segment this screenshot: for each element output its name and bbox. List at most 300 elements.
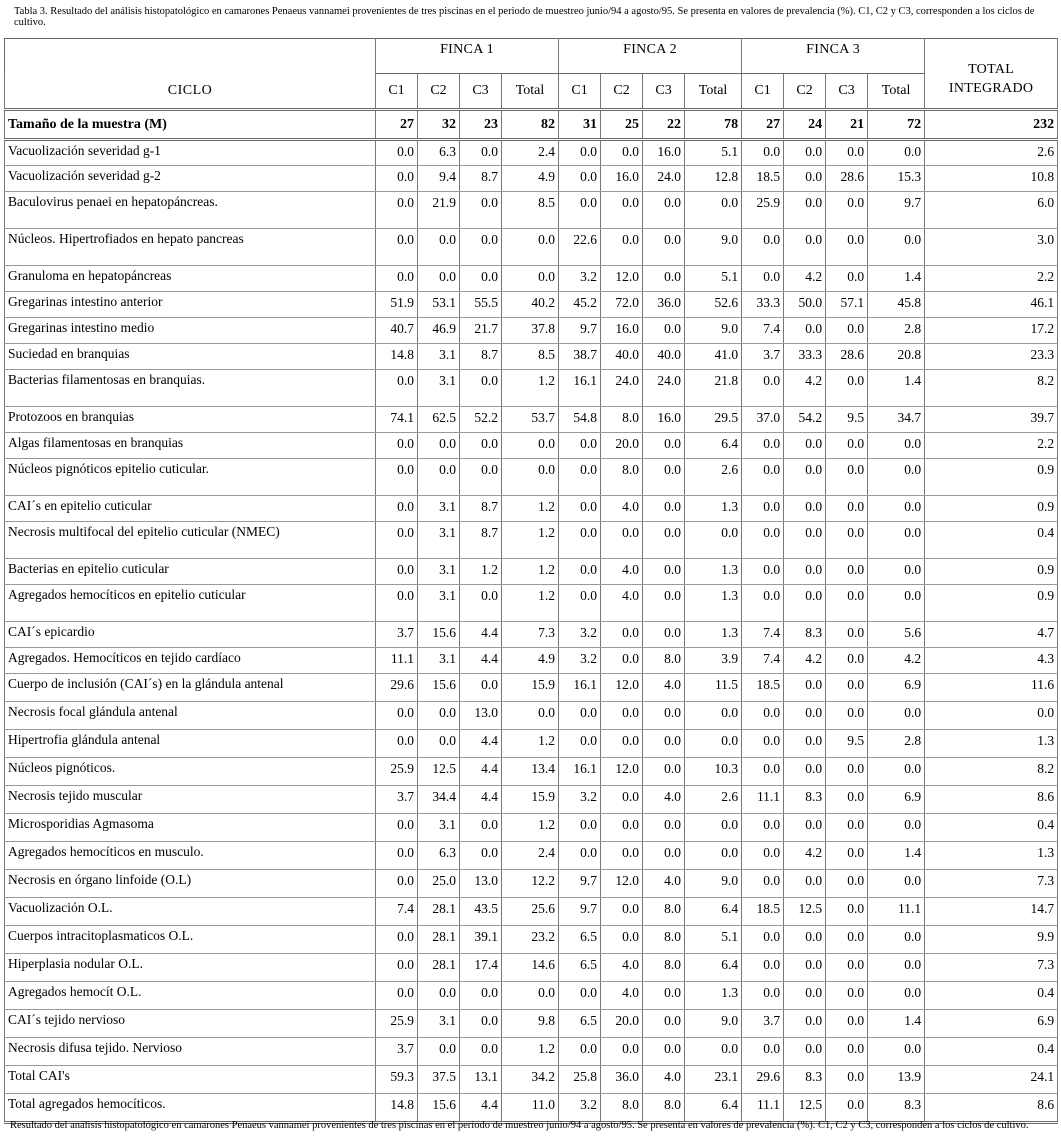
- prevalence-cell: 0.0: [868, 559, 925, 585]
- prevalence-cell: 0.0: [742, 140, 784, 166]
- subcol-header: C3: [826, 74, 868, 110]
- prevalence-cell: 0.0: [559, 496, 601, 522]
- prevalence-cell: 0.0: [418, 982, 460, 1010]
- prevalence-cell: 0.0: [376, 496, 418, 522]
- prevalence-cell: 8.6: [925, 786, 1058, 814]
- prevalence-cell: 3.1: [418, 1010, 460, 1038]
- prevalence-cell: 4.0: [601, 559, 643, 585]
- prevalence-cell: 55.5: [460, 292, 502, 318]
- prevalence-cell: 4.0: [601, 585, 643, 622]
- prevalence-cell: 0.0: [925, 702, 1058, 730]
- prevalence-cell: 36.0: [643, 292, 685, 318]
- prevalence-cell: 0.0: [742, 870, 784, 898]
- prevalence-cell: 1.4: [868, 370, 925, 407]
- prevalence-cell: 7.4: [742, 318, 784, 344]
- histopathology-table: [4, 38, 1058, 1124]
- prevalence-cell: 0.0: [376, 140, 418, 166]
- prevalence-cell: 0.0: [643, 814, 685, 842]
- prevalence-cell: 13.1: [460, 1066, 502, 1094]
- prevalence-cell: 8.3: [784, 622, 826, 648]
- prevalence-cell: 0.0: [376, 522, 418, 559]
- row-label: Necrosis tejido muscular: [5, 786, 376, 814]
- prevalence-cell: 23.1: [685, 1066, 742, 1094]
- prevalence-cell: 0.0: [742, 1038, 784, 1066]
- prevalence-cell: 0.0: [784, 229, 826, 266]
- prevalence-cell: 14.8: [376, 344, 418, 370]
- row-label: Suciedad en branquias: [5, 344, 376, 370]
- prevalence-cell: 11.0: [502, 1094, 559, 1123]
- prevalence-cell: 0.0: [601, 814, 643, 842]
- prevalence-cell: 0.0: [559, 1038, 601, 1066]
- prevalence-cell: 4.4: [460, 786, 502, 814]
- row-label: Cuerpos intracitoplasmaticos O.L.: [5, 926, 376, 954]
- prevalence-cell: 0.0: [784, 585, 826, 622]
- prevalence-cell: 21.7: [460, 318, 502, 344]
- total-integrado-header: [925, 39, 1058, 110]
- table-row: [5, 585, 1058, 622]
- prevalence-cell: 0.0: [784, 140, 826, 166]
- prevalence-cell: 4.7: [925, 622, 1058, 648]
- subcol-header: Total: [868, 74, 925, 110]
- table-row: [5, 370, 1058, 407]
- prevalence-cell: 0.0: [601, 786, 643, 814]
- prevalence-cell: 0.0: [418, 730, 460, 758]
- prevalence-cell: 0.0: [685, 192, 742, 229]
- total-integrado-line2: INTEGRADO: [948, 81, 1034, 96]
- prevalence-cell: 0.0: [643, 433, 685, 459]
- row-label: Necrosis difusa tejido. Nervioso: [5, 1038, 376, 1066]
- prevalence-cell: 17.2: [925, 318, 1058, 344]
- prevalence-cell: 0.0: [826, 433, 868, 459]
- prevalence-cell: 0.9: [925, 585, 1058, 622]
- prevalence-cell: 25.0: [418, 870, 460, 898]
- row-label: Vacuolización severidad g-1: [5, 140, 376, 166]
- prevalence-cell: 0.0: [559, 585, 601, 622]
- prevalence-cell: 7.4: [742, 622, 784, 648]
- prevalence-cell: 16.0: [601, 318, 643, 344]
- prevalence-cell: 0.0: [460, 370, 502, 407]
- prevalence-cell: 0.0: [460, 229, 502, 266]
- prevalence-cell: 9.4: [418, 166, 460, 192]
- prevalence-cell: 12.0: [601, 870, 643, 898]
- prevalence-cell: 0.0: [376, 433, 418, 459]
- prevalence-cell: 0.0: [376, 459, 418, 496]
- prevalence-cell: 12.0: [601, 674, 643, 702]
- prevalence-cell: 15.9: [502, 786, 559, 814]
- prevalence-cell: 0.0: [559, 982, 601, 1010]
- prevalence-cell: 0.0: [376, 266, 418, 292]
- prevalence-cell: 0.0: [742, 982, 784, 1010]
- prevalence-cell: 0.0: [826, 585, 868, 622]
- prevalence-cell: 0.0: [502, 266, 559, 292]
- prevalence-cell: 3.2: [559, 1094, 601, 1123]
- row-label: Cuerpo de inclusión (CAI´s) en la glándula antenal: [5, 674, 376, 702]
- prevalence-cell: 14.7: [925, 898, 1058, 926]
- prevalence-cell: 0.0: [643, 730, 685, 758]
- prevalence-cell: 12.5: [784, 1094, 826, 1123]
- prevalence-cell: 18.5: [742, 674, 784, 702]
- row-label: Necrosis en órgano linfoide (O.L): [5, 870, 376, 898]
- prevalence-cell: 8.5: [502, 344, 559, 370]
- prevalence-cell: 0.0: [643, 229, 685, 266]
- prevalence-cell: 0.0: [742, 954, 784, 982]
- prevalence-cell: 0.0: [601, 842, 643, 870]
- prevalence-cell: 1.3: [685, 982, 742, 1010]
- prevalence-cell: 0.0: [868, 982, 925, 1010]
- prevalence-cell: 0.0: [418, 229, 460, 266]
- prevalence-cell: 5.1: [685, 140, 742, 166]
- prevalence-cell: 14.6: [502, 954, 559, 982]
- prevalence-cell: 38.7: [559, 344, 601, 370]
- prevalence-cell: 2.2: [925, 266, 1058, 292]
- prevalence-cell: 0.0: [742, 559, 784, 585]
- table-row: [5, 1010, 1058, 1038]
- prevalence-cell: 0.0: [784, 559, 826, 585]
- sample-size-value: 72: [868, 110, 925, 140]
- prevalence-cell: 4.0: [601, 496, 643, 522]
- table-row: [5, 702, 1058, 730]
- prevalence-cell: 1.2: [502, 1038, 559, 1066]
- prevalence-cell: 0.0: [502, 982, 559, 1010]
- row-label: CAI´s epicardio: [5, 622, 376, 648]
- prevalence-cell: 0.0: [643, 982, 685, 1010]
- prevalence-cell: 25.8: [559, 1066, 601, 1094]
- prevalence-cell: 3.1: [418, 814, 460, 842]
- prevalence-cell: 34.7: [868, 407, 925, 433]
- prevalence-cell: 0.0: [826, 318, 868, 344]
- prevalence-cell: 24.0: [601, 370, 643, 407]
- row-label: Necrosis multifocal del epitelio cuticular (NMEC): [5, 522, 376, 559]
- prevalence-cell: 16.0: [643, 407, 685, 433]
- prevalence-cell: 0.0: [826, 140, 868, 166]
- prevalence-cell: 4.9: [502, 166, 559, 192]
- prevalence-cell: 15.6: [418, 1094, 460, 1123]
- prevalence-cell: 18.5: [742, 166, 784, 192]
- prevalence-cell: 8.0: [643, 898, 685, 926]
- row-label: Bacterias en epitelio cuticular: [5, 559, 376, 585]
- finca2-header: FINCA 2: [559, 39, 742, 74]
- prevalence-cell: 3.7: [742, 1010, 784, 1038]
- prevalence-cell: 0.0: [460, 140, 502, 166]
- prevalence-cell: 0.0: [868, 140, 925, 166]
- prevalence-cell: 16.0: [601, 166, 643, 192]
- prevalence-cell: 0.0: [643, 266, 685, 292]
- sample-size-value: 27: [742, 110, 784, 140]
- row-label: Núcleos pignóticos.: [5, 758, 376, 786]
- prevalence-cell: 0.0: [418, 702, 460, 730]
- prevalence-cell: 4.4: [460, 1094, 502, 1123]
- prevalence-cell: 52.6: [685, 292, 742, 318]
- prevalence-cell: 20.0: [601, 433, 643, 459]
- prevalence-cell: 0.0: [559, 459, 601, 496]
- prevalence-cell: 36.0: [601, 1066, 643, 1094]
- prevalence-cell: 1.3: [685, 622, 742, 648]
- prevalence-cell: 0.0: [601, 229, 643, 266]
- prevalence-cell: 9.7: [559, 870, 601, 898]
- table-row: [5, 559, 1058, 585]
- prevalence-cell: 0.0: [685, 1038, 742, 1066]
- prevalence-cell: 18.5: [742, 898, 784, 926]
- prevalence-cell: 25.9: [376, 1010, 418, 1038]
- prevalence-cell: 8.0: [643, 954, 685, 982]
- prevalence-cell: 0.0: [784, 870, 826, 898]
- prevalence-cell: 0.0: [742, 370, 784, 407]
- prevalence-cell: 4.4: [460, 622, 502, 648]
- prevalence-cell: 4.2: [784, 648, 826, 674]
- prevalence-cell: 43.5: [460, 898, 502, 926]
- prevalence-cell: 0.0: [742, 842, 784, 870]
- prevalence-cell: 4.2: [784, 266, 826, 292]
- row-label: Gregarinas intestino medio: [5, 318, 376, 344]
- prevalence-cell: 0.0: [868, 1038, 925, 1066]
- sample-size-value: 78: [685, 110, 742, 140]
- prevalence-cell: 0.0: [868, 459, 925, 496]
- prevalence-cell: 0.0: [742, 229, 784, 266]
- prevalence-cell: 0.0: [685, 702, 742, 730]
- prevalence-cell: 45.2: [559, 292, 601, 318]
- prevalence-cell: 11.1: [376, 648, 418, 674]
- prevalence-cell: 0.4: [925, 1038, 1058, 1066]
- prevalence-cell: 24.0: [643, 166, 685, 192]
- subcol-header: C1: [376, 74, 418, 110]
- prevalence-cell: 23.2: [502, 926, 559, 954]
- prevalence-cell: 5.6: [868, 622, 925, 648]
- row-label: Agregados hemocíticos en musculo.: [5, 842, 376, 870]
- prevalence-cell: 0.0: [868, 926, 925, 954]
- header-blank: [5, 39, 376, 74]
- prevalence-cell: 40.2: [502, 292, 559, 318]
- prevalence-cell: 4.4: [460, 758, 502, 786]
- prevalence-cell: 0.0: [742, 702, 784, 730]
- prevalence-cell: 0.0: [559, 433, 601, 459]
- prevalence-cell: 1.2: [502, 559, 559, 585]
- prevalence-cell: 0.0: [784, 1010, 826, 1038]
- prevalence-cell: 3.1: [418, 344, 460, 370]
- prevalence-cell: 0.0: [460, 459, 502, 496]
- subcol-header: C3: [460, 74, 502, 110]
- prevalence-cell: 0.0: [826, 1066, 868, 1094]
- table-row: [5, 192, 1058, 229]
- sample-size-value: 27: [376, 110, 418, 140]
- row-label: Necrosis focal glándula antenal: [5, 702, 376, 730]
- table-row: [5, 496, 1058, 522]
- prevalence-cell: 3.0: [925, 229, 1058, 266]
- prevalence-cell: 2.8: [868, 730, 925, 758]
- prevalence-cell: 16.1: [559, 370, 601, 407]
- prevalence-cell: 59.3: [376, 1066, 418, 1094]
- table-row: [5, 166, 1058, 192]
- prevalence-cell: 0.0: [784, 192, 826, 229]
- prevalence-cell: 1.4: [868, 842, 925, 870]
- prevalence-cell: 0.0: [376, 814, 418, 842]
- prevalence-cell: 25.9: [376, 758, 418, 786]
- prevalence-cell: 1.2: [502, 585, 559, 622]
- sample-size-label: Tamaño de la muestra (M): [5, 110, 376, 140]
- prevalence-cell: 0.0: [559, 166, 601, 192]
- prevalence-cell: 0.0: [601, 648, 643, 674]
- table-row: [5, 842, 1058, 870]
- table-row: [5, 229, 1058, 266]
- prevalence-cell: 4.0: [643, 870, 685, 898]
- row-label: Vacuolización O.L.: [5, 898, 376, 926]
- prevalence-cell: 0.0: [376, 192, 418, 229]
- row-label: Agregados. Hemocíticos en tejido cardíaco: [5, 648, 376, 674]
- prevalence-cell: 0.0: [868, 433, 925, 459]
- prevalence-cell: 2.4: [502, 842, 559, 870]
- prevalence-cell: 0.0: [460, 192, 502, 229]
- prevalence-cell: 6.3: [418, 842, 460, 870]
- prevalence-cell: 0.0: [685, 522, 742, 559]
- prevalence-cell: 33.3: [784, 344, 826, 370]
- prevalence-cell: 7.3: [925, 954, 1058, 982]
- prevalence-cell: 40.7: [376, 318, 418, 344]
- prevalence-cell: 9.7: [559, 898, 601, 926]
- prevalence-cell: 46.1: [925, 292, 1058, 318]
- prevalence-cell: 0.0: [418, 433, 460, 459]
- table-row: [5, 758, 1058, 786]
- subcol-header: C1: [742, 74, 784, 110]
- prevalence-cell: 3.2: [559, 648, 601, 674]
- prevalence-cell: 8.2: [925, 370, 1058, 407]
- table-row: [5, 954, 1058, 982]
- prevalence-cell: 25.6: [502, 898, 559, 926]
- prevalence-cell: 6.3: [418, 140, 460, 166]
- prevalence-cell: 8.0: [601, 459, 643, 496]
- prevalence-cell: 0.0: [826, 559, 868, 585]
- prevalence-cell: 3.2: [559, 786, 601, 814]
- subcol-header: C1: [559, 74, 601, 110]
- prevalence-cell: 0.4: [925, 982, 1058, 1010]
- table-row: [5, 318, 1058, 344]
- prevalence-cell: 0.0: [784, 522, 826, 559]
- prevalence-cell: 6.5: [559, 1010, 601, 1038]
- prevalence-cell: 11.1: [742, 786, 784, 814]
- prevalence-cell: 3.1: [418, 522, 460, 559]
- prevalence-cell: 0.0: [559, 522, 601, 559]
- prevalence-cell: 0.0: [742, 459, 784, 496]
- prevalence-cell: 46.9: [418, 318, 460, 344]
- prevalence-cell: 16.1: [559, 758, 601, 786]
- prevalence-cell: 8.7: [460, 344, 502, 370]
- prevalence-cell: 0.0: [685, 730, 742, 758]
- prevalence-cell: 0.0: [418, 266, 460, 292]
- prevalence-cell: 0.0: [601, 702, 643, 730]
- prevalence-cell: 1.3: [685, 496, 742, 522]
- row-label: Vacuolización severidad g-2: [5, 166, 376, 192]
- prevalence-cell: 0.0: [784, 702, 826, 730]
- table-footnote: Resultado del análisis histopatológico en camarones Penaeus vannamei provenientes de tres piscinas en el periodo de muestreo junio/94 a agosto/95. Se presenta en valores de prevalencia (%). C1, C2 y C3, corresponden a los ciclos de cultivo.: [10, 1120, 1029, 1131]
- prevalence-cell: 0.0: [742, 433, 784, 459]
- sample-size-row: [5, 110, 1058, 140]
- sample-size-value: 21: [826, 110, 868, 140]
- prevalence-cell: 0.0: [643, 758, 685, 786]
- prevalence-cell: 29.6: [742, 1066, 784, 1094]
- table-caption: Tabla 3. Resultado del análisis histopatológico en camarones Penaeus vannamei provenientes de tres piscinas en el periodo de muestreo junio/94 a agosto/95. Se presenta en valores de prevalencia (%). C1, C2 y C3, corresponden a los ciclos de cultivo.: [14, 6, 1035, 28]
- prevalence-cell: 4.0: [601, 982, 643, 1010]
- prevalence-cell: 16.0: [643, 140, 685, 166]
- prevalence-cell: 8.3: [784, 1066, 826, 1094]
- finca3-header: FINCA 3: [742, 39, 925, 74]
- prevalence-cell: 0.0: [559, 559, 601, 585]
- subcol-header: Total: [685, 74, 742, 110]
- prevalence-cell: 62.5: [418, 407, 460, 433]
- prevalence-cell: 10.8: [925, 166, 1058, 192]
- prevalence-cell: 0.0: [826, 842, 868, 870]
- table-row: [5, 1066, 1058, 1094]
- prevalence-cell: 28.1: [418, 954, 460, 982]
- prevalence-cell: 0.0: [460, 1010, 502, 1038]
- prevalence-cell: 0.0: [826, 370, 868, 407]
- prevalence-cell: 0.0: [601, 622, 643, 648]
- prevalence-cell: 4.0: [643, 1066, 685, 1094]
- prevalence-cell: 6.9: [925, 1010, 1058, 1038]
- prevalence-cell: 0.0: [643, 1038, 685, 1066]
- total-integrado-line1: TOTAL: [968, 62, 1015, 77]
- prevalence-cell: 2.6: [685, 786, 742, 814]
- prevalence-cell: 4.4: [460, 648, 502, 674]
- prevalence-cell: 11.1: [742, 1094, 784, 1123]
- prevalence-cell: 0.0: [868, 229, 925, 266]
- prevalence-cell: 3.1: [418, 648, 460, 674]
- prevalence-cell: 8.3: [868, 1094, 925, 1123]
- prevalence-cell: 41.0: [685, 344, 742, 370]
- prevalence-cell: 24.1: [925, 1066, 1058, 1094]
- prevalence-cell: 0.0: [742, 758, 784, 786]
- prevalence-cell: 0.0: [826, 926, 868, 954]
- prevalence-cell: 9.0: [685, 1010, 742, 1038]
- prevalence-cell: 1.3: [925, 730, 1058, 758]
- prevalence-cell: 0.0: [601, 192, 643, 229]
- prevalence-cell: 0.0: [826, 496, 868, 522]
- prevalence-cell: 50.0: [784, 292, 826, 318]
- prevalence-cell: 0.9: [925, 496, 1058, 522]
- prevalence-cell: 4.9: [502, 648, 559, 674]
- prevalence-cell: 15.3: [868, 166, 925, 192]
- prevalence-cell: 0.0: [601, 1038, 643, 1066]
- prevalence-cell: 2.8: [868, 318, 925, 344]
- prevalence-cell: 33.3: [742, 292, 784, 318]
- prevalence-cell: 29.6: [376, 674, 418, 702]
- prevalence-cell: 0.0: [742, 496, 784, 522]
- prevalence-cell: 0.0: [826, 622, 868, 648]
- table-row: [5, 870, 1058, 898]
- prevalence-cell: 54.2: [784, 407, 826, 433]
- prevalence-cell: 2.4: [502, 140, 559, 166]
- prevalence-cell: 3.1: [418, 370, 460, 407]
- prevalence-cell: 8.3: [784, 786, 826, 814]
- prevalence-cell: 13.0: [460, 870, 502, 898]
- row-label: Microsporidias Agmasoma: [5, 814, 376, 842]
- prevalence-cell: 0.0: [826, 758, 868, 786]
- prevalence-cell: 3.7: [376, 1038, 418, 1066]
- prevalence-cell: 0.0: [460, 585, 502, 622]
- prevalence-cell: 0.0: [643, 496, 685, 522]
- prevalence-cell: 37.8: [502, 318, 559, 344]
- prevalence-cell: 0.0: [460, 433, 502, 459]
- subcol-header: Total: [502, 74, 559, 110]
- prevalence-cell: 16.1: [559, 674, 601, 702]
- prevalence-cell: 0.0: [376, 926, 418, 954]
- row-label: Agregados hemocít O.L.: [5, 982, 376, 1010]
- prevalence-cell: 0.0: [460, 842, 502, 870]
- prevalence-cell: 1.2: [502, 814, 559, 842]
- prevalence-cell: 2.2: [925, 433, 1058, 459]
- prevalence-cell: 2.6: [685, 459, 742, 496]
- prevalence-cell: 15.9: [502, 674, 559, 702]
- table-row: [5, 266, 1058, 292]
- prevalence-cell: 0.0: [601, 898, 643, 926]
- prevalence-cell: 0.9: [925, 459, 1058, 496]
